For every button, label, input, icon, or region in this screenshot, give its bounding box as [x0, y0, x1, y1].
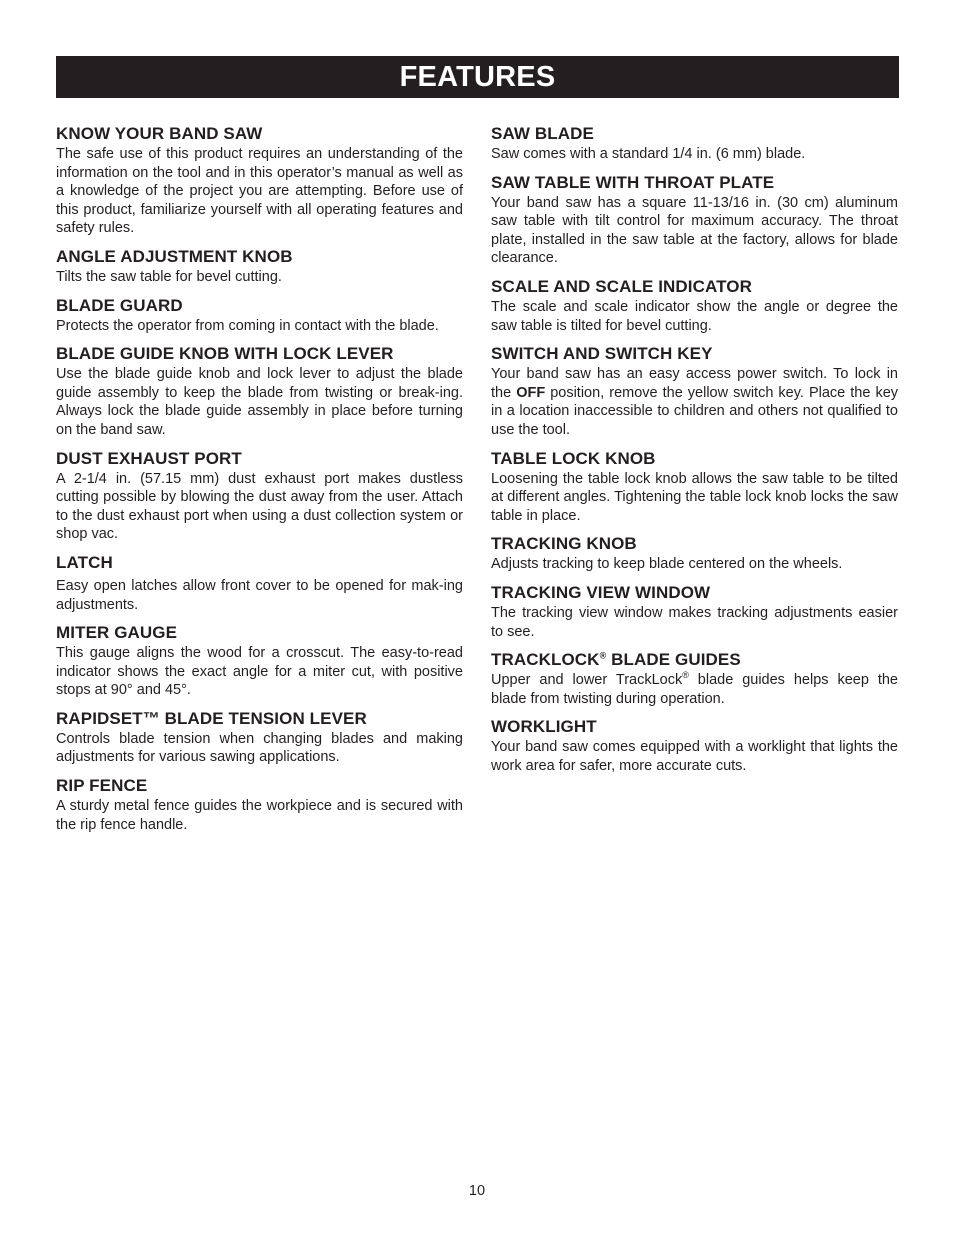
section-body: Saw comes with a standard 1/4 in. (6 mm) blade.	[491, 146, 806, 162]
section-heading: SWITCH AND SWITCH KEY	[491, 344, 713, 364]
section-blade-guard	[56, 296, 463, 336]
section-tracking-knob	[491, 534, 898, 574]
section-tracklock-blade-guides	[491, 650, 898, 708]
section-saw-table-with-throat-plate	[491, 173, 898, 268]
section-body: Your band saw comes equipped with a worklight that lights the work area for safer, more accurate cuts.	[491, 739, 898, 774]
section-body: The safe use of this product requires an understanding of the information on the tool and in this operator’s manual as well as a knowledge of the project you are attempting. Before use of this product, familiarize yourself with all operating features and safety rules.	[56, 146, 463, 237]
section-miter-gauge	[56, 623, 463, 700]
section-rapidset-blade-tension-lever	[56, 709, 463, 767]
section-body: Easy open latches allow front cover to be opened for mak-ing adjustments.	[56, 577, 463, 613]
section-dust-exhaust-port	[56, 449, 463, 544]
section-table-lock-knob	[491, 449, 898, 526]
section-heading: ANGLE ADJUSTMENT KNOB	[56, 246, 293, 266]
section-heading	[491, 650, 898, 670]
section-heading: MITER GAUGE	[56, 623, 178, 643]
section-body: Loosening the table lock knob allows the saw table to be tilted at different angles. Tightening the table lock knob locks the saw table in place.	[491, 470, 898, 524]
section-body: Use the blade guide knob and lock lever to adjust the blade guide assembly to keep the blade from twisting or break-ing. Always lock the blade guide assembly in place before turning on the band saw.	[56, 366, 463, 438]
right-column	[491, 124, 898, 784]
section-angle-adjustment-knob	[56, 247, 463, 287]
body-text: blade guides helps keep the blade from twisting during operation.	[491, 672, 898, 707]
section-rip-fence	[56, 776, 463, 834]
section-tracking-view-window	[491, 583, 898, 641]
section-body: A sturdy metal fence guides the workpiece and is secured with the rip fence handle.	[56, 798, 463, 833]
section-heading: BLADE GUARD	[56, 295, 183, 315]
section-body: Controls blade tension when changing blades and making adjustments for various sawing applications.	[56, 730, 463, 766]
section-body: Your band saw has a square 11-13/16 in. (30 cm) aluminum saw table with tilt control for maximum accuracy. The throat plate, installed in the saw table at the factory, allows for blade clearance.	[491, 194, 898, 267]
section-body: The tracking view window makes tracking adjustments easier to see.	[491, 604, 898, 640]
section-body: Tilts the saw table for bevel cutting.	[56, 268, 282, 285]
section-body: The scale and scale indicator show the angle or degree the saw table is tilted for bevel cutting.	[491, 298, 898, 334]
section-switch-and-switch-key	[491, 344, 898, 439]
body-text: Your band saw has an easy access power switch. To lock in the	[491, 366, 898, 401]
section-body: Protects the operator from coming in contact with the blade.	[56, 317, 439, 334]
section-scale-and-scale-indicator	[491, 277, 898, 335]
page-title-bar	[56, 56, 899, 98]
section-heading: SCALE AND SCALE INDICATOR	[491, 276, 752, 296]
section-worklight	[491, 717, 898, 775]
left-column	[56, 124, 463, 843]
section-heading: TRACKING VIEW WINDOW	[491, 582, 711, 602]
section-heading: DUST EXHAUST PORT	[56, 448, 242, 468]
section-body: Adjusts tracking to keep blade centered on the wheels.	[491, 556, 843, 573]
section-blade-guide-knob	[56, 344, 463, 439]
section-heading: WORKLIGHT	[491, 717, 597, 737]
section-body	[491, 671, 898, 708]
section-body: This gauge aligns the wood for a crosscut. The easy-to-read indicator shows the exact angle for a miter cut, with positive stops at 90° and 45°.	[56, 645, 463, 699]
body-text: Upper and lower TrackLock	[491, 672, 683, 689]
section-body: A 2-1/4 in. (57.15 mm) dust exhaust port makes dustless cutting possible by blowing the dust away from the user. Attach to the dust exhaust port when using a dust collection system or shop vac.	[56, 470, 463, 543]
section-heading: RAPIDSET™ BLADE TENSION LEVER	[56, 708, 367, 728]
section-know-your-band-saw	[56, 124, 463, 238]
section-heading: TABLE LOCK KNOB	[491, 448, 656, 468]
registered-mark: ®	[682, 670, 689, 681]
section-heading: TRACKING KNOB	[491, 534, 637, 554]
section-heading: KNOW YOUR BAND SAW	[56, 124, 263, 143]
section-heading: SAW BLADE	[491, 124, 594, 143]
page-number: 10	[468, 1183, 486, 1199]
heading-text: TRACKLOCK	[491, 650, 600, 670]
heading-text: BLADE GUIDES	[606, 650, 741, 670]
section-latch	[56, 553, 463, 614]
section-saw-blade	[491, 124, 898, 164]
section-heading: BLADE GUIDE KNOB WITH LOCK LEVER	[56, 344, 394, 364]
registered-mark: ®	[599, 650, 607, 661]
section-heading: SAW TABLE WITH THROAT PLATE	[491, 172, 775, 192]
page-title: FEATURES	[399, 60, 556, 93]
body-text: position, remove the yellow switch key. Place the key in a location inaccessible to children and others not qualified to use the tool.	[491, 384, 899, 438]
section-heading: RIP FENCE	[56, 776, 148, 796]
section-heading: LATCH	[56, 552, 113, 572]
off-label: OFF	[516, 384, 546, 401]
section-body	[491, 365, 898, 439]
